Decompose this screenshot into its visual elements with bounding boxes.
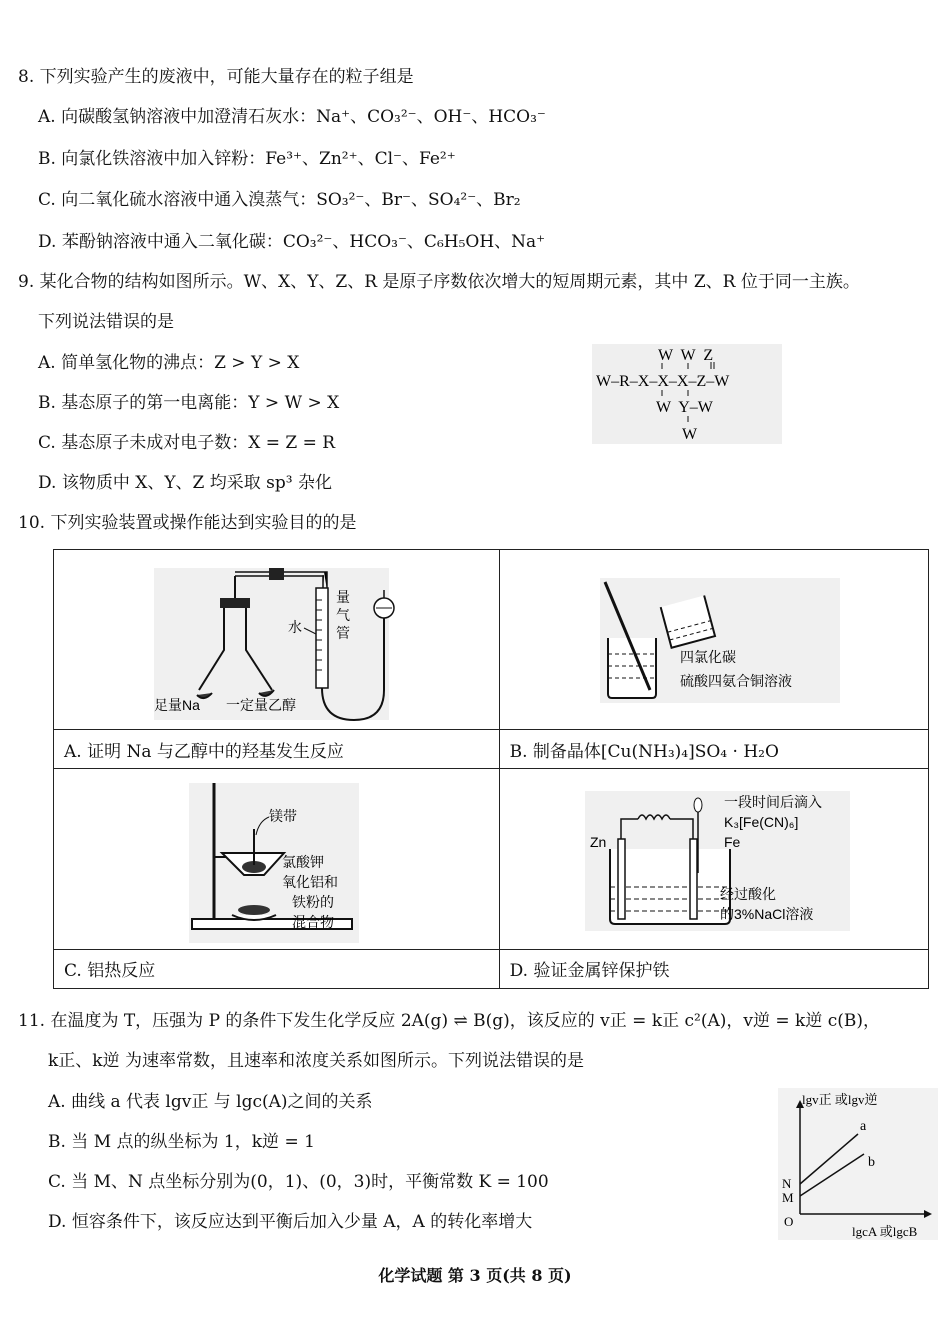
structure-last: W: [682, 426, 698, 443]
q8-option-b: B. 向氯化铁溶液中加入锌粉：Fe³⁺、Zn²⁺、Cl⁻、Fe²⁺: [38, 149, 456, 169]
q10-caption-b: B. 制备晶体[Cu(NH₃)₄]SO₄ · H₂O: [499, 730, 928, 769]
q11-stem: 11. 在温度为 T，压强为 P 的条件下发生化学反应 2A(g) ⇌ B(g)，该反应的 v正 = k正 c²(A)，v逆 = k逆 c(B)，: [18, 1011, 881, 1031]
label-mg: 镁带: [269, 808, 297, 825]
q9-stem-2: 下列说法错误的是: [38, 312, 174, 332]
q9-option-d: D. 该物质中 X、Y、Z 均采取 sp³ 杂化: [38, 473, 333, 493]
label-acid: 经过酸化: [719, 886, 776, 903]
q9-stem: 9. 某化合物的结构如图所示。W、X、Y、Z、R 是原子序数依次增大的短周期元素，其中 Z、R 位于同一主族。: [18, 272, 860, 292]
q11-option-b: B. 当 M 点的纵坐标为 1，k逆 = 1: [48, 1132, 315, 1152]
label-ethanol: 一定量乙醇: [226, 697, 296, 713]
q9-option-c: C. 基态原子未成对电子数：X = Z = R: [38, 433, 336, 453]
structure-bottom: W Y–W: [656, 399, 713, 416]
label-na: 足量Na: [154, 697, 200, 713]
q10-figure-c: [54, 769, 500, 949]
label-ccl4: 四氯化碳: [679, 649, 736, 665]
label-liang: 量: [336, 589, 350, 605]
q10-caption-d: D. 验证金属锌保护铁: [499, 949, 928, 988]
label-mix2: 铁粉的: [292, 894, 334, 911]
q11-graph: [778, 1088, 938, 1240]
q9-option-a: A. 简单氢化物的沸点：Z > Y > X: [38, 353, 300, 373]
q8-option-a: A. 向碳酸氢钠溶液中加澄清石灰水：Na⁺、CO₃²⁻、OH⁻、HCO₃⁻: [38, 107, 546, 127]
label-fe: Fe: [723, 834, 740, 851]
graph-label-m: M: [782, 1190, 794, 1205]
q10-options-table: [53, 549, 929, 989]
q11-option-a: A. 曲线 a 代表 lgv正 与 lgc(A)之间的关系: [48, 1092, 373, 1112]
label-nacl: 的3%NaCl溶液: [719, 906, 813, 923]
page-footer: 化学试题 第 3 页(共 8 页): [378, 1266, 572, 1285]
q10-figure-b: [499, 550, 928, 730]
graph-label-b: b: [868, 1155, 875, 1170]
label-guan: 管: [336, 625, 350, 641]
label-reagent: K₃[Fe(CN)₆]: [723, 814, 798, 831]
q9-structure-figure: [592, 344, 782, 444]
q11-option-d: D. 恒容条件下，该反应达到平衡后加入少量 A，A 的转化率增大: [48, 1212, 533, 1232]
q11-stem-2: k正、k逆 为速率常数，且速率和浓度关系如图所示。下列说法错误的是: [48, 1051, 585, 1071]
label-cu-solution: 硫酸四氨合铜溶液: [679, 673, 792, 689]
q10-figure-a: [54, 550, 500, 730]
label-mix3: 混合物: [292, 914, 334, 931]
label-mix1: 氧化铝和: [282, 874, 338, 891]
q8-stem: 8. 下列实验产生的废液中，可能大量存在的粒子组是: [18, 67, 414, 87]
graph-xlabel: lgcA 或lgcB: [852, 1224, 918, 1239]
q9-option-b: B. 基态原子的第一电离能：Y > W > X: [38, 393, 340, 413]
graph-ylabel: lgv正 或lgv逆: [802, 1092, 878, 1107]
graph-label-a: a: [860, 1119, 867, 1134]
graph-label-o: O: [784, 1214, 794, 1229]
q10-figure-d: [499, 769, 928, 949]
label-water: 水: [288, 619, 302, 635]
q8-option-d: D. 苯酚钠溶液中通入二氧化碳：CO₃²⁻、HCO₃⁻、C₆H₅OH、Na⁺: [38, 232, 546, 252]
graph-label-n: N: [782, 1176, 792, 1191]
q10-stem: 10. 下列实验装置或操作能达到实验目的的是: [18, 513, 357, 533]
structure-top: W W Z: [658, 347, 714, 364]
label-kclo3: 氯酸钾: [282, 854, 324, 871]
label-drop: 一段时间后滴入: [723, 794, 822, 811]
q8-option-c: C. 向二氧化硫水溶液中通入溴蒸气：SO₃²⁻、Br⁻、SO₄²⁻、Br₂: [38, 190, 521, 210]
q10-caption-c: C. 铝热反应: [54, 949, 500, 988]
structure-middle: W–R–X–X–X–Z–W: [596, 373, 730, 390]
q11-option-c: C. 当 M、N 点坐标分别为(0，1)、(0，3)时，平衡常数 K = 100: [48, 1172, 549, 1192]
q10-caption-a: A. 证明 Na 与乙醇中的羟基发生反应: [54, 730, 500, 769]
label-qi: 气: [336, 607, 350, 623]
label-zn: Zn: [589, 834, 606, 851]
